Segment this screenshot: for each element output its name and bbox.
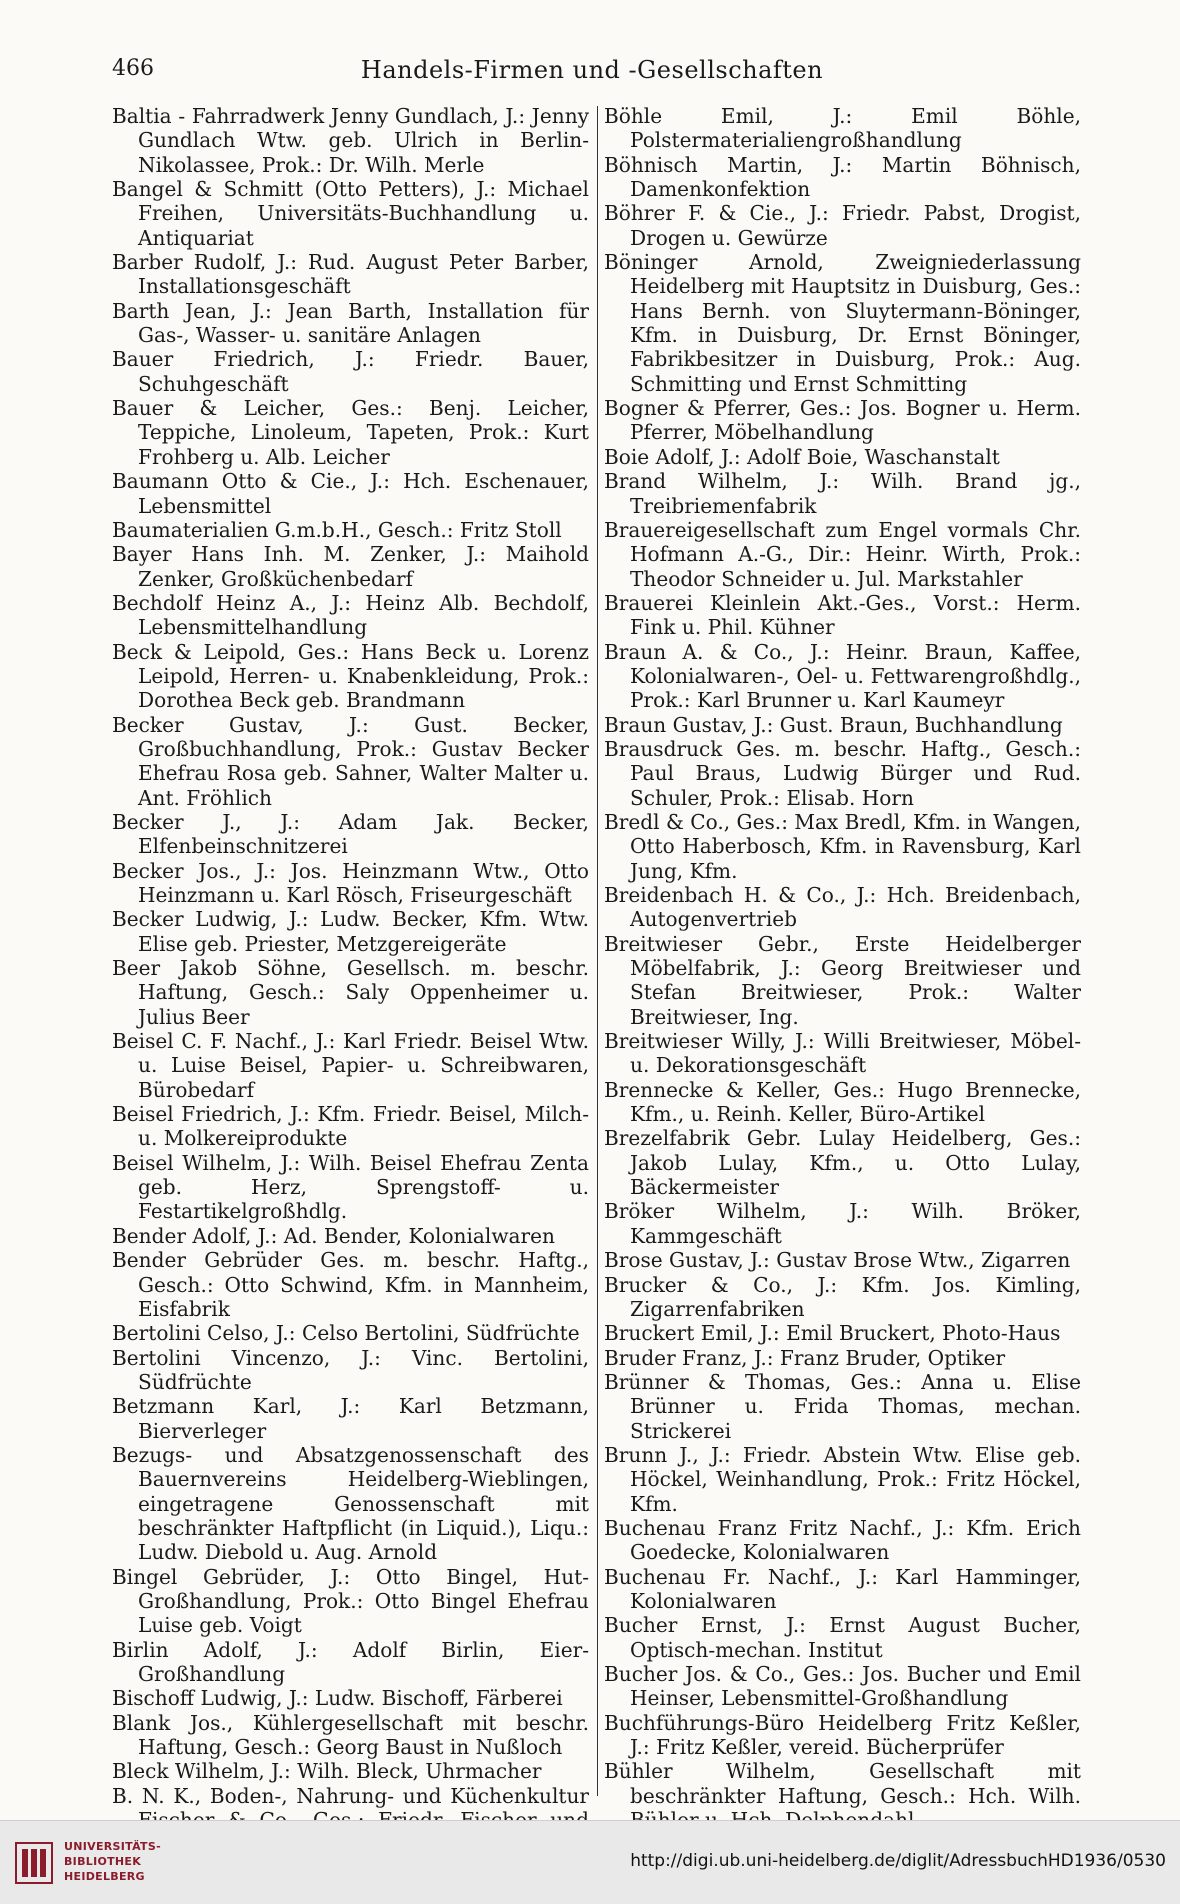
page-header	[112, 56, 1072, 92]
directory-entry: Bischoff Ludwig, J.: Ludw. Bischoff, Färberei	[112, 1686, 563, 1711]
directory-entry: Breitwieser Willy, J.: Willi Breitwieser, Möbel- u. Dekorationsgeschäft	[604, 1029, 1081, 1078]
directory-entry: Brose Gustav, J.: Gustav Brose Wtw., Zigarren	[604, 1248, 1071, 1273]
directory-entry: Brand Wilhelm, J.: Wilh. Brand jg., Treibriemenfabrik	[604, 469, 1081, 518]
source-url-link[interactable]: http://digi.ub.uni-heidelberg.de/diglit/AdressbuchHD1936/0530	[630, 1851, 1166, 1871]
page-number: 466	[112, 56, 154, 81]
library-logo-icon	[14, 1841, 54, 1885]
directory-entry: Becker Jos., J.: Jos. Heinzmann Wtw., Otto Heinzmann u. Karl Rösch, Friseurgeschäft	[112, 858, 589, 907]
directory-entry: Böhnisch Martin, J.: Martin Böhnisch, Damenkonfektion	[604, 152, 1081, 202]
directory-entry: Breitwieser Gebr., Erste Heidelberger Möbelfabrik, J.: Georg Breitwieser und Stefan Breitwieser, Prok.: Walter Breitwieser, Ing.	[604, 931, 1081, 1029]
directory-entry: Brünner & Thomas, Ges.: Anna u. Elise Brünner u. Frida Thomas, mechan. Strickerei	[604, 1369, 1081, 1443]
directory-entry: Baumann Otto & Cie., J.: Hch. Eschenauer, Lebensmittel	[112, 469, 589, 518]
directory-entry: Bruckert Emil, J.: Emil Bruckert, Photo-Haus	[604, 1321, 1061, 1346]
directory-entry: Bangel & Schmitt (Otto Petters), J.: Michael Freihen, Universitäts-Buchhandlung u. Antiquariat	[112, 177, 589, 250]
directory-entry: Bayer Hans Inh. M. Zenker, J.: Maihold Zenker, Großküchenbedarf	[112, 542, 589, 591]
directory-entry: Braun A. & Co., J.: Heinr. Braun, Kaffee, Kolonialwaren-, Oel- u. Fettwarengroßhdlg., Prok.: Karl Brunner u. Karl Kaumeyr	[604, 639, 1081, 713]
directory-entry: Becker Ludwig, J.: Ludw. Becker, Kfm. Wtw. Elise geb. Priester, Metzgereigeräte	[112, 907, 589, 956]
directory-entry: Becker Gustav, J.: Gust. Becker, Großbuchhandlung, Prok.: Gustav Becker Ehefrau Rosa geb. Sahner, Walter Malter u. Ant. Fröhlich	[112, 712, 589, 810]
directory-columns	[112, 104, 1081, 1808]
directory-entry: Bauer & Leicher, Ges.: Benj. Leicher, Teppiche, Linoleum, Tapeten, Prok.: Kurt Frohberg u. Alb. Leicher	[112, 396, 589, 469]
directory-entry: Beisel C. F. Nachf., J.: Karl Friedr. Beisel Wtw. u. Luise Beisel, Papier- u. Schreibwaren, Bürobedarf	[112, 1029, 589, 1102]
directory-entry: Bühler Wilhelm, Gesellschaft mit beschränkter Haftung, Gesch.: Hch. Wilh.	[604, 1759, 1081, 1808]
directory-entry: Brauereigesellschaft zum Engel vormals Chr. Hofmann A.-G., Dir.: Heinr. Wirth, Prok.: Theodor Schneider u. Jul. Markstahler	[604, 517, 1081, 591]
directory-entry: Brunn J., J.: Friedr. Abstein Wtw. Elise geb. Höckel, Weinhandlung, Prok.: Fritz Höckel, Kfm.	[604, 1442, 1081, 1516]
directory-entry: Bender Adolf, J.: Ad. Bender, Kolonialwaren	[112, 1223, 555, 1248]
directory-entry: Boie Adolf, J.: Adolf Boie, Waschanstalt	[604, 444, 1000, 469]
directory-entry: Bertolini Vincenzo, J.: Vinc. Bertolini, Südfrüchte	[112, 1345, 589, 1394]
library-logo-text	[64, 1839, 161, 1884]
directory-entry: Barth Jean, J.: Jean Barth, Installation für Gas-, Wasser- u. sanitäre Anlagen	[112, 298, 589, 348]
directory-entry: Blank Jos., Kühlergesellschaft mit beschr. Haftung, Gesch.: Georg Baust in Nußloch	[112, 1710, 589, 1760]
directory-entry: Breidenbach H. & Co., J.: Hch. Breidenbach, Autogenvertrieb	[604, 883, 1081, 932]
column-divider	[597, 106, 598, 1796]
directory-entry: Braun Gustav, J.: Gust. Braun, Buchhandlung	[604, 712, 1063, 737]
directory-entry: Beisel Friedrich, J.: Kfm. Friedr. Beisel, Milch- u. Molkereiprodukte	[112, 1102, 589, 1151]
viewer-footer	[0, 1820, 1180, 1904]
directory-entry: Bezugs- und Absatzgenossenschaft des Bauernvereins Heidelberg-Wieblingen, eingetragene Genossenschaft mit beschränkter Haftpflicht (in Liquid.), Liqu.: Ludw. Diebold u. Aug. Arnold	[112, 1442, 589, 1565]
directory-entry: Betzmann Karl, J.: Karl Betzmann, Bierverleger	[112, 1394, 589, 1443]
directory-entry: Bröker Wilhelm, J.: Wilh. Bröker, Kammgeschäft	[604, 1199, 1081, 1248]
directory-entry: Bechdolf Heinz A., J.: Heinz Alb. Bechdolf, Lebensmittelhandlung	[112, 590, 589, 640]
directory-entry: Buchenau Franz Fritz Nachf., J.: Kfm. Erich Goedecke, Kolonialwaren	[604, 1515, 1081, 1565]
directory-entry: Bogner & Pferrer, Ges.: Jos. Bogner u. Herm. Pferrer, Möbelhandlung	[604, 396, 1081, 445]
directory-entry: Bertolini Celso, J.: Celso Bertolini, Südfrüchte	[112, 1321, 580, 1346]
directory-entry: Brausdruck Ges. m. beschr. Haftg., Gesch.: Paul Braus, Ludwig Bürger und Rud. Schuler, Prok.: Elisab. Horn	[604, 736, 1081, 810]
directory-entry: Barber Rudolf, J.: Rud. August Peter Barber, Installationsgeschäft	[112, 250, 589, 299]
directory-entry: Beck & Leipold, Ges.: Hans Beck u. Lorenz Leipold, Herren- u. Knabenkleidung, Prok.: Dorothea Beck geb. Brandmann	[112, 639, 589, 713]
directory-entry: Bredl & Co., Ges.: Max Bredl, Kfm. in Wangen, Otto Haberbosch, Kfm. in Ravensburg, Karl Jung, Kfm.	[604, 809, 1081, 883]
directory-entry: Buchführungs-Büro Heidelberg Fritz Keßler, J.: Fritz Keßler, vereid. Bücherprüfer	[604, 1710, 1081, 1760]
directory-entry: Baumaterialien G.m.b.H., Gesch.: Fritz Stoll	[112, 517, 562, 542]
directory-entry: Bauer Friedrich, J.: Friedr. Bauer, Schuhgeschäft	[112, 347, 589, 396]
directory-entry: B. N. K., Boden-, Nahrung- und Küchenkultur	[112, 1783, 589, 1808]
library-logo[interactable]	[14, 1835, 234, 1891]
directory-entry: Brauerei Kleinlein Akt.-Ges., Vorst.: Herm. Fink u. Phil. Kühner	[604, 590, 1081, 640]
directory-entry: Birlin Adolf, J.: Adolf Birlin, Eier-Großhandlung	[112, 1637, 589, 1686]
left-column	[112, 104, 589, 1808]
directory-entry: Brezelfabrik Gebr. Lulay Heidelberg, Ges.: Jakob Lulay, Kfm., u. Otto Lulay, Bäckermeister	[604, 1126, 1081, 1200]
directory-entry: Brucker & Co., J.: Kfm. Jos. Kimling, Zigarrenfabriken	[604, 1272, 1081, 1321]
running-head: Handels-Firmen und -Gesellschaften	[360, 56, 824, 84]
directory-entry: Böhrer F. & Cie., J.: Friedr. Pabst, Drogist, Drogen u. Gewürze	[604, 201, 1081, 250]
directory-entry: Böhle Emil, J.: Emil Böhle, Polstermaterialiengroßhandlung	[604, 104, 1081, 153]
directory-entry: Buchenau Fr. Nachf., J.: Karl Hamminger, Kolonialwaren	[604, 1564, 1081, 1613]
directory-entry: Baltia - Fahrradwerk Jenny Gundlach, J.: Jenny Gundlach Wtw. geb. Ulrich in Berlin-Nikolassee, Prok.: Dr. Wilh. Merle	[112, 104, 589, 177]
directory-entry: Bucher Jos. & Co., Ges.: Jos. Bucher und Emil Heinser, Lebensmittel-Großhandlung	[604, 1662, 1081, 1711]
directory-entry: Beer Jakob Söhne, Gesellsch. m. beschr. Haftung, Gesch.: Saly Oppenheimer u. Julius Beer	[112, 956, 589, 1029]
directory-entry: Bucher Ernst, J.: Ernst August Bucher, Optisch-mechan. Institut	[604, 1613, 1081, 1662]
logo-line: HEIDELBERG	[64, 1870, 145, 1883]
directory-entry: Bruder Franz, J.: Franz Bruder, Optiker	[604, 1345, 1006, 1370]
right-column	[604, 104, 1081, 1808]
directory-entry: Bender Gebrüder Ges. m. beschr. Haftg., Gesch.: Otto Schwind, Kfm. in Mannheim, Eisfabrik	[112, 1248, 589, 1321]
directory-entry: Beisel Wilhelm, J.: Wilh. Beisel Ehefrau Zenta geb. Herz, Sprengstoff- u. Festartikelgroßhdlg.	[112, 1150, 589, 1224]
directory-entry: Bingel Gebrüder, J.: Otto Bingel, Hut-Großhandlung, Prok.: Otto Bingel Ehefrau Luise geb. Voigt	[112, 1564, 589, 1638]
directory-entry: Bleck Wilhelm, J.: Wilh. Bleck, Uhrmacher	[112, 1759, 542, 1784]
directory-entry: Böninger Arnold, Zweigniederlassung Heidelberg mit Hauptsitz in Duisburg, Ges.: Hans Bernh. von Sluytermann-Böninger, Kfm. in Duisburg, Dr. Ernst Böninger, Fabrikbesitzer in Duisburg, Prok.: Aug. Schmitting und Ernst Schmitting	[604, 250, 1081, 396]
logo-line: BIBLIOTHEK	[64, 1855, 142, 1868]
logo-line: UNIVERSITÄTS-	[64, 1840, 161, 1853]
directory-entry: Becker J., J.: Adam Jak. Becker, Elfenbeinschnitzerei	[112, 809, 589, 859]
directory-entry: Brennecke & Keller, Ges.: Hugo Brennecke, Kfm., u. Reinh. Keller, Büro-Artikel	[604, 1077, 1081, 1127]
